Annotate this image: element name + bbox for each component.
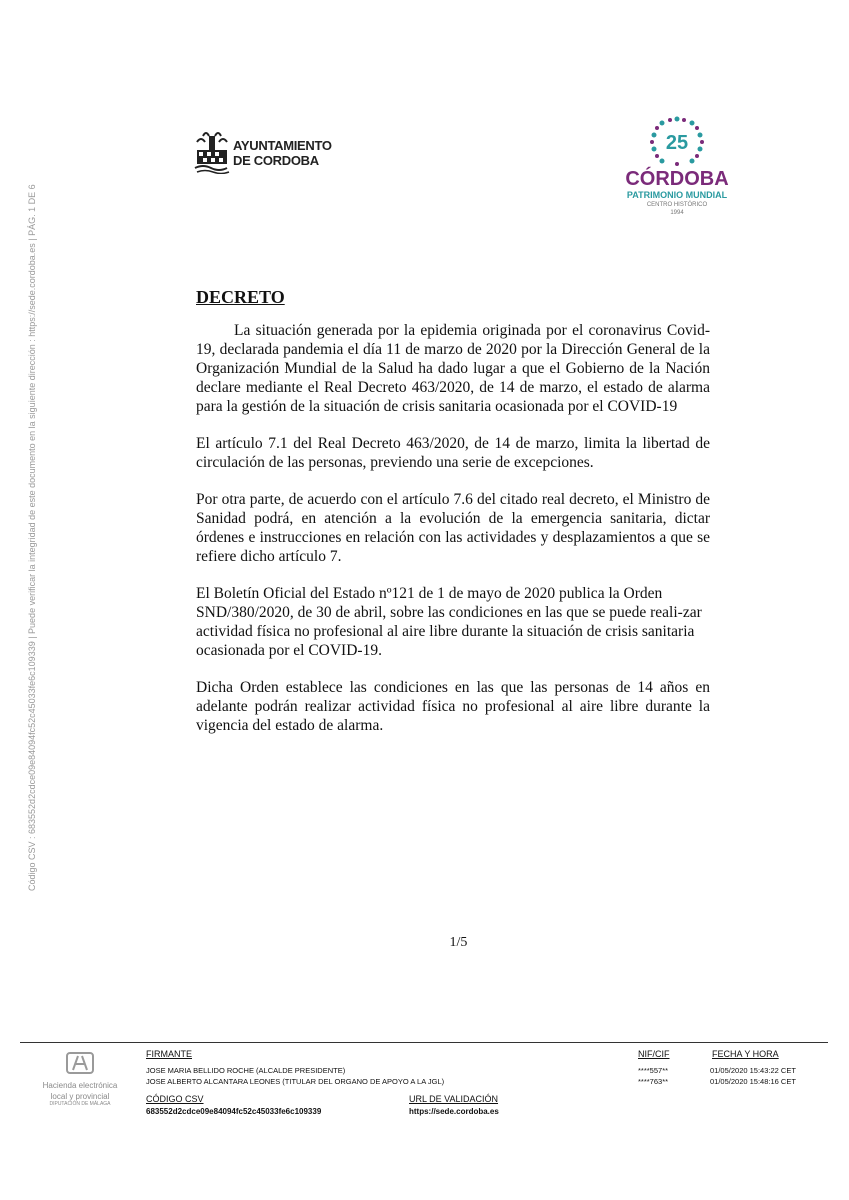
paragraph-5: Dicha Orden establece las condiciones en las que las personas de 14 años en adelante podrán realizar actividad física no profesional al aire libre durante la vigencia del estado de alarma.: [196, 679, 710, 734]
firmante-header: FIRMANTE: [146, 1049, 192, 1059]
inscription-year: 1994: [670, 210, 684, 216]
csv-header: CÓDIGO CSV: [146, 1094, 204, 1104]
paragraph-2: El artículo 7.1 del Real Decreto 463/2020, de 14 de marzo, limita la libertad de circulación de las personas, previendo una serie de excepciones.: [196, 435, 710, 471]
paragraph-1: La situación generada por la epidemia originada por el coronavirus Covid-19, declarada pandemia el día 11 de marzo de 2020 por la Dirección General de la Organización Mundial de la Salud ha dado lugar a que el Gobierno de la Nación declare mediante el Real Decreto 463/2020, de 14 de marzo, el estado de alarma para la gestión de la situación de crisis sanitaria ocasionada por el COVID-19: [196, 322, 710, 415]
patrimonio-25-badge-icon: [642, 113, 712, 169]
patrimonio-subtitle: PATRIMONIO MUNDIAL: [626, 190, 728, 200]
ayuntamiento-name: AYUNTAMIENTO DE CORDOBA: [233, 138, 332, 168]
signer-2-date: 01/05/2020 15:48:16 CET: [710, 1077, 796, 1086]
signer-2-name: JOSE ALBERTO ALCANTARA LEONES (TITULAR DEL ORGANO DE APOYO A LA JGL): [146, 1077, 445, 1086]
patrimonio-logo: [622, 113, 732, 243]
csv-side-note-text: Código CSV : 683552d2cdce09e84094fc52c45033fe6c109339 | Puede verificar la integridad de este documento en la siguiente dirección : https://sede.cordoba.es | PÁG. 1 DE 6: [27, 184, 37, 891]
fecha-header: FECHA Y HORA: [712, 1049, 779, 1059]
badge-number: 25: [665, 132, 689, 154]
paragraph-4: El Boletín Oficial del Estado nº121 de 1 de mayo de 2020 publica la Orden SND/380/2020, de 30 de abril, sobre las condiciones en las que se puede reali-zar actividad física no profesional al aire libre durante la situación de crisis sanitaria ocasionada por el COVID-19.: [196, 585, 702, 659]
paragraph-3: Por otra parte, de acuerdo con el artículo 7.6 del citado real decreto, el Ministro de Sanidad podrá, en atención a la evolución de la emergencia sanitaria, dictar órdenes e instrucciones en relación con las actividades y desplazamientos a que se refiere dicho artículo 7.: [196, 491, 710, 565]
validation-url-link[interactable]: https://sede.cordoba.es: [409, 1107, 499, 1116]
nif-header: NIF/CIF: [638, 1049, 670, 1059]
hacienda-mark-icon: [65, 1052, 95, 1074]
footer-divider: [20, 1042, 828, 1043]
signer-1-name: JOSE MARIA BELLIDO ROCHE (ALCALDE PRESIDENTE): [146, 1066, 346, 1075]
csv-side-note: [26, 184, 38, 892]
signer-1-date: 01/05/2020 15:43:22 CET: [710, 1066, 796, 1075]
document-title: DECRETO: [196, 287, 285, 307]
ayuntamiento-logo: [193, 128, 343, 176]
csv-code: 683552d2cdce09e84094fc52c45033fe6c109339: [146, 1107, 322, 1116]
decree-body: [196, 288, 710, 753]
signer-2-nif: ****763**: [638, 1077, 669, 1086]
centro-historico-label: CENTRO HISTÓRICO: [646, 202, 708, 208]
cordoba-wordmark: CÓRDOBA: [625, 168, 729, 190]
url-header: URL DE VALIDACIÓN: [409, 1094, 499, 1104]
page-number: 1/5: [449, 935, 468, 950]
hacienda-logo: Hacienda electrónica local y provincial DIPUTACIÓN DE MÁLAGA: [30, 1052, 130, 1112]
signer-1-nif: ****557**: [638, 1066, 669, 1075]
city-emblem-icon: [193, 128, 233, 174]
